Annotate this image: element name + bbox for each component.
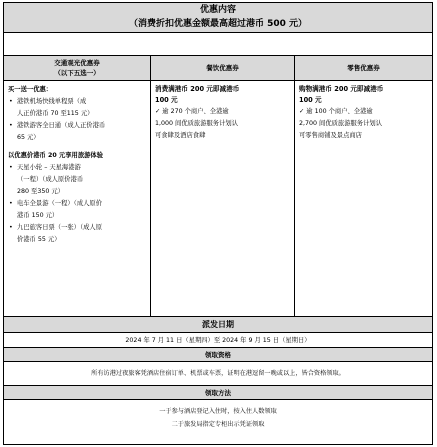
method-line: 一于参与酒店登记入住时，按入住人数领取 (159, 408, 277, 415)
method-heading: 领取方法 (4, 386, 432, 400)
list-item-line: 港币 150 元） (17, 212, 59, 219)
list-item (8, 96, 146, 120)
blank-row (4, 33, 432, 56)
list-item (8, 162, 146, 198)
retail-heading-label: 零售优惠券 (347, 64, 380, 72)
eligibility-text: 所有访港过夜旅客凭酒店住宿订单、机票或车票，证明在港逗留一晚或以上，皆合资格领取。 (4, 362, 432, 386)
list-item-line: 280 至350 元） (17, 188, 64, 195)
transport-column (4, 56, 151, 316)
retail-detail-line: 可零售商铺及景点商店 (299, 132, 362, 139)
transport-heading (4, 56, 150, 81)
list-item-line: • 港铁游客全日通（成人正价港币 (17, 122, 106, 129)
list-item (8, 222, 146, 246)
distribution-heading: 派发日期 (4, 317, 432, 333)
dining-detail-line: 1,000 间优质旅游服务计划认 (155, 120, 238, 127)
retail-column (295, 56, 432, 316)
list-item-line: 65 元） (17, 134, 40, 141)
dining-heading-label: 餐饮优惠券 (206, 64, 239, 72)
retail-detail-line: 2,700 间优质旅游服务计划认 (299, 120, 382, 127)
list-item-line: （一程）（成人原价港币 (17, 176, 84, 183)
list-item-line: • 港铁机场快线单程票（成 (17, 98, 87, 105)
offer-document (3, 2, 433, 445)
transport-heading-line1: 交通观光优惠券 (54, 59, 100, 67)
dining-detail-line: ✓ 逾 270 个商户、全港逾 (155, 108, 229, 115)
distribution-dates: 2024 年 7 月 11 日（星期四）至 2024 年 9 月 15 日（星期日） (4, 333, 432, 348)
retail-detail-line: ✓ 逾 100 个商户、全港逾 (299, 108, 373, 115)
eligibility-heading: 领取资格 (4, 348, 432, 362)
method-body (4, 400, 432, 431)
offer-header (4, 3, 432, 33)
dining-column (151, 56, 295, 316)
coupon-grid (4, 56, 432, 317)
offer-subtitle: （消费折扣优惠金额最高超过港币 500 元） (128, 19, 308, 29)
retail-offer-line: 购物满港币 200 元即减港币 (299, 85, 384, 93)
list-item-line: • 天星小轮 – 天星海港游 (17, 164, 81, 171)
list-item-line: • 电车全景游（一程）（成人原价 (17, 200, 103, 207)
list-item-line: 人正价港币 70 至115 元） (17, 110, 94, 117)
list-item-line: • 九巴旅客日票（一张）（成人原 (17, 224, 103, 231)
dining-offer-line: 100 元 (155, 96, 178, 104)
dining-heading (151, 56, 294, 81)
retail-body (295, 81, 432, 316)
list-item-line: 价港币 55 元） (17, 236, 61, 243)
list-item (8, 120, 146, 144)
list-item (8, 198, 146, 222)
transport-heading-line2: （以下五选一） (54, 69, 100, 77)
dining-offer-line: 消费满港币 200 元即减港币 (155, 85, 240, 93)
dining-detail-line: 可食肆及酒店食肆 (155, 132, 206, 139)
retail-offer-line: 100 元 (299, 96, 322, 104)
dining-body (151, 81, 294, 316)
transport-body (4, 81, 150, 316)
discount-title: 以优惠价港币 20 元享用旅游体验 (8, 152, 104, 159)
bogo-title: 买一送一优惠： (8, 86, 53, 93)
method-line: 二于旅发局指定专柜出示凭证领取 (171, 421, 265, 428)
retail-heading (295, 56, 432, 81)
offer-title: 优惠内容 (199, 5, 236, 15)
